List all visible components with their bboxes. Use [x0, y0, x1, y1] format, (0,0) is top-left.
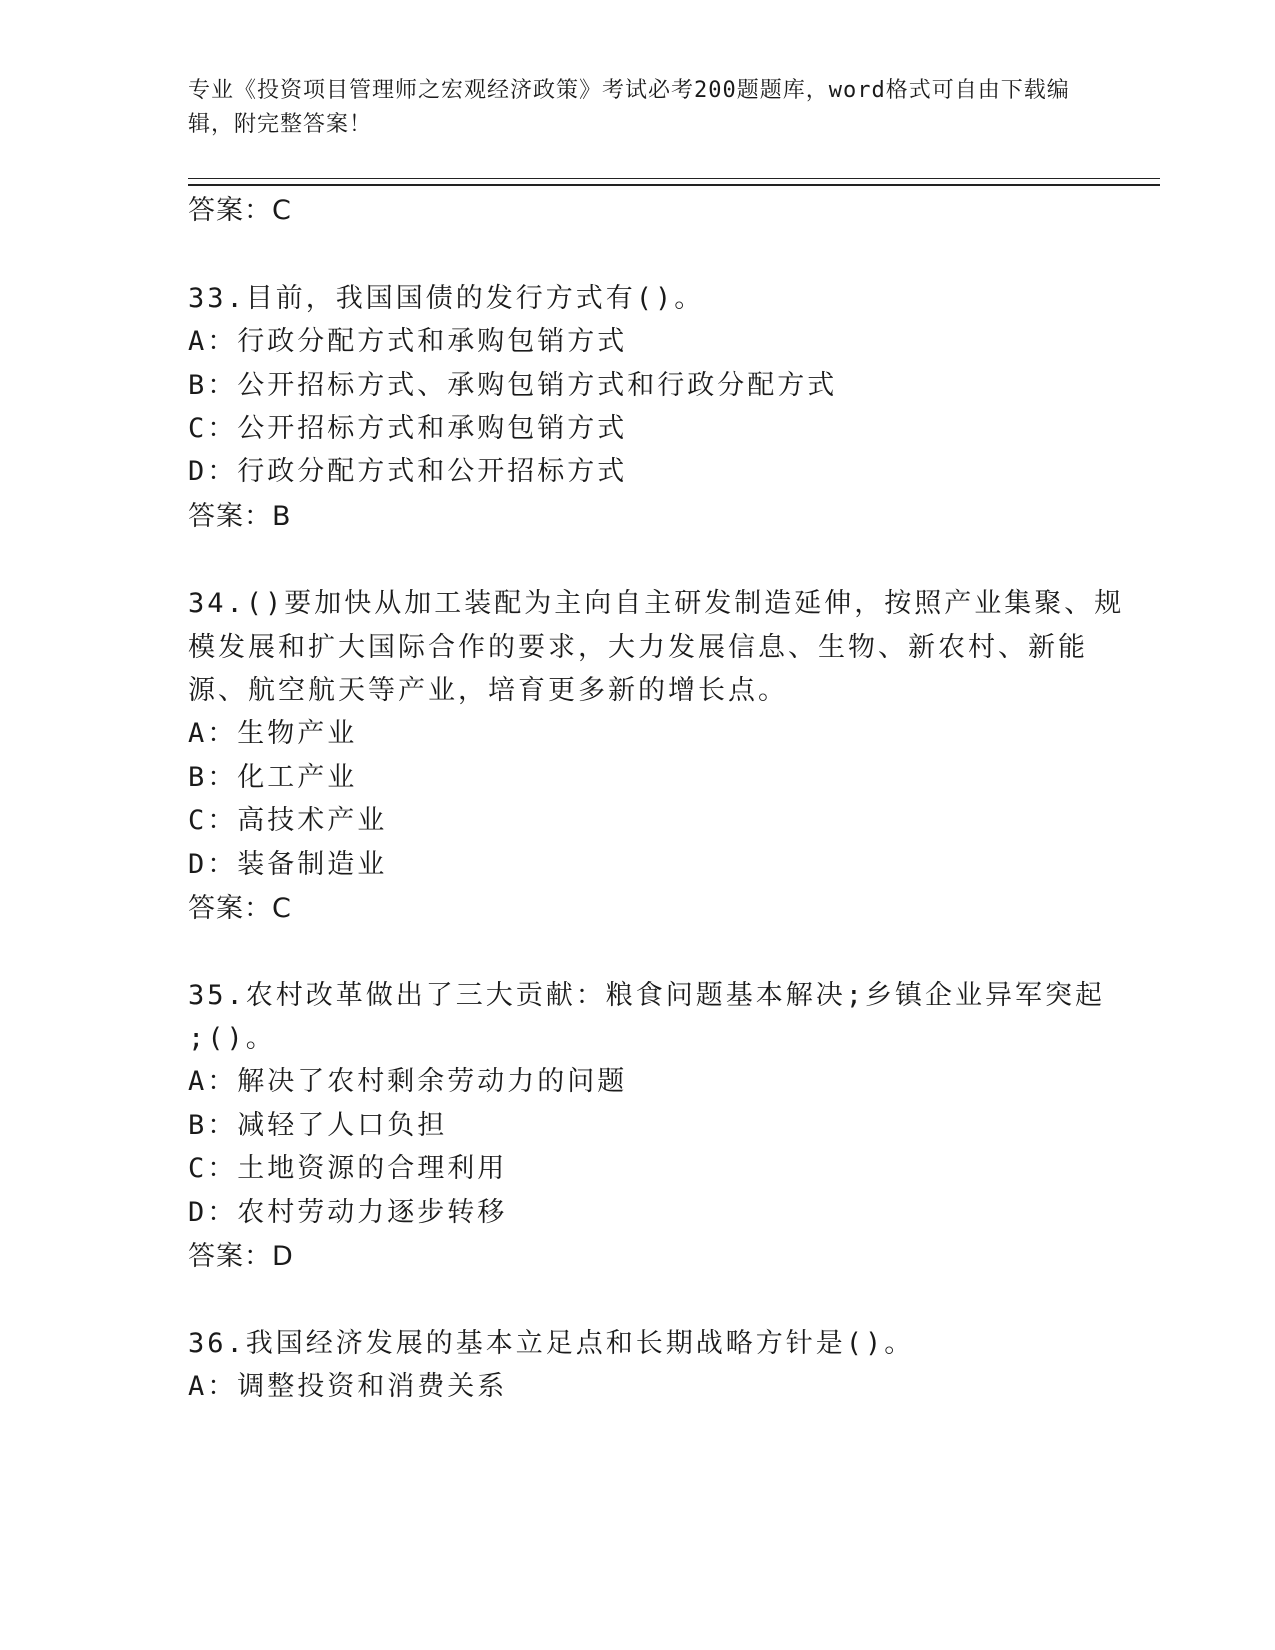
question-33-option-b: B：公开招标方式、承购包销方式和行政分配方式	[188, 370, 838, 401]
question-34-option-c: C：高技术产业	[188, 805, 388, 836]
question-33-stem: 33.目前，我国国债的发行方式有()。	[188, 283, 705, 314]
question-34-answer: 答案：C	[188, 893, 292, 924]
question-35-option-d: D：农村劳动力逐步转移	[188, 1197, 508, 1228]
question-36-stem: 36.我国经济发展的基本立足点和长期战略方针是()。	[188, 1328, 915, 1359]
question-33-answer: 答案：B	[188, 501, 292, 532]
question-35-option-c: C：土地资源的合理利用	[188, 1153, 508, 1184]
question-34-option-b: B：化工产业	[188, 762, 358, 793]
header-rule-thick	[188, 184, 1160, 186]
question-34-option-a: A：生物产业	[188, 718, 358, 749]
question-34-stem-line2: 模发展和扩大国际合作的要求，大力发展信息、生物、新农村、新能	[188, 632, 1088, 663]
question-35-stem-line2: ;()。	[188, 1023, 276, 1054]
answer-line: 答案：C	[188, 195, 292, 226]
question-35-stem-line1: 35.农村改革做出了三大贡献：粮食问题基本解决;乡镇企业异军突起	[188, 980, 1106, 1011]
question-34-stem-line1: 34.()要加快从加工装配为主向自主研发制造延伸，按照产业集聚、规	[188, 588, 1125, 619]
question-33-option-d: D：行政分配方式和公开招标方式	[188, 456, 628, 487]
question-35-option-a: A：解决了农村剩余劳动力的问题	[188, 1066, 628, 1097]
header-rule-thin	[188, 178, 1160, 179]
question-35-answer: 答案：D	[188, 1241, 294, 1272]
question-35-option-b: B：减轻了人口负担	[188, 1110, 448, 1141]
question-34-stem-line3: 源、航空航天等产业，培育更多新的增长点。	[188, 675, 788, 706]
question-36-option-a: A：调整投资和消费关系	[188, 1371, 508, 1402]
document-header: 专业《投资项目管理师之宏观经济政策》考试必考200题题库，word格式可自由下载编辑，附完整答案！	[188, 78, 1070, 137]
question-33-option-a: A：行政分配方式和承购包销方式	[188, 326, 628, 357]
question-33-option-c: C：公开招标方式和承购包销方式	[188, 413, 628, 444]
question-34-option-d: D：装备制造业	[188, 849, 388, 880]
